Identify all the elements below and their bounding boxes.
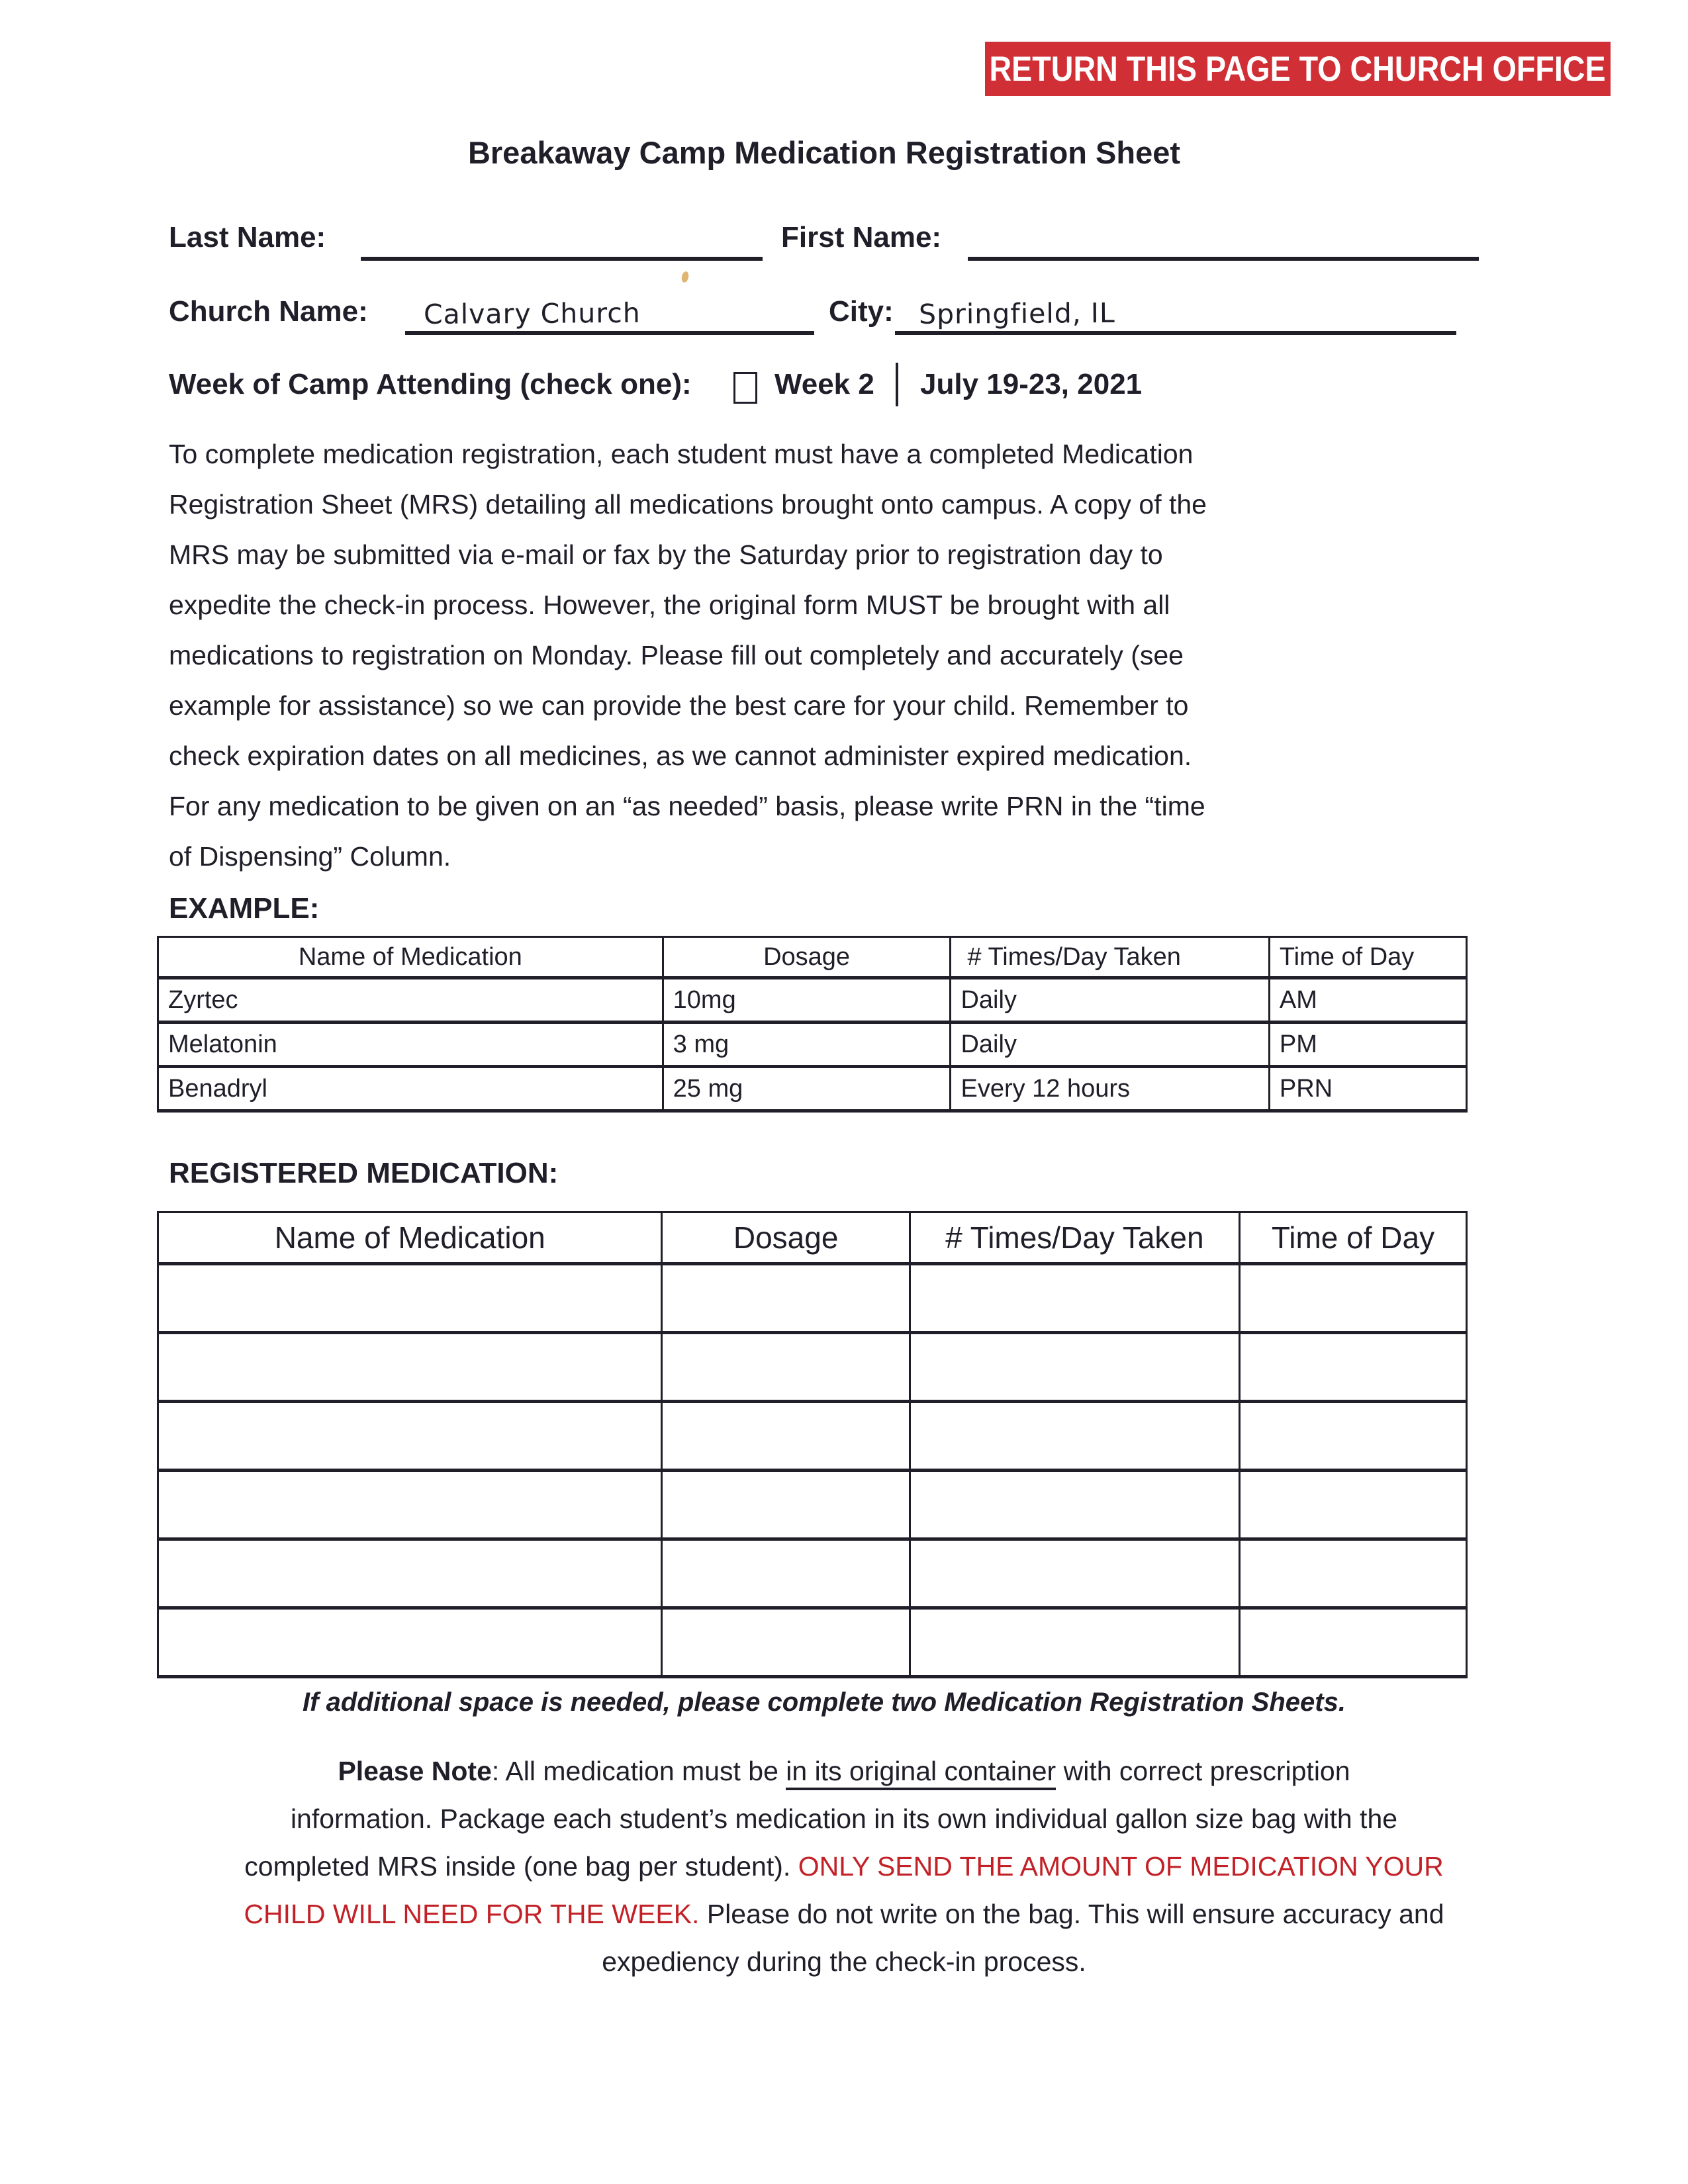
example-table-cell: Benadryl <box>158 1067 663 1111</box>
return-page-banner-label: RETURN THIS PAGE TO CHURCH OFFICE <box>989 49 1607 89</box>
example-header-cell: Dosage <box>663 937 951 978</box>
registered-header-cell: # Times/Day Taken <box>910 1212 1239 1264</box>
church-name-field <box>405 294 814 335</box>
example-table-cell: Daily <box>951 978 1269 1023</box>
note-line <box>86 1890 1602 1938</box>
registered-empty-cell <box>910 1471 1239 1539</box>
intro-line: expedite the check-in process. However, the original form MUST be brought with all <box>169 590 1170 620</box>
note-line <box>86 1747 1602 1795</box>
registered-empty-row <box>158 1471 1467 1539</box>
city-label: City: <box>829 295 894 328</box>
intro-line: medications to registration on Monday. Please fill out completely and accurately (see <box>169 640 1184 670</box>
example-heading: EXAMPLE: <box>169 892 320 925</box>
note-segment: with correct prescription <box>1056 1756 1350 1786</box>
week2-checkbox <box>733 372 757 404</box>
note-line <box>86 1938 1602 1985</box>
registered-empty-cell <box>910 1539 1239 1608</box>
example-table-cell: Daily <box>951 1023 1269 1067</box>
please-note-paragraph <box>86 1747 1602 1985</box>
last-name-field <box>361 220 763 261</box>
scan-speck-artifact <box>680 271 689 283</box>
registered-empty-cell <box>158 1264 662 1333</box>
registered-empty-cell <box>662 1402 910 1471</box>
intro-line: of Dispensing” Column. <box>169 841 451 872</box>
example-table-row <box>158 1023 1467 1067</box>
registered-empty-cell <box>1240 1333 1467 1402</box>
registered-empty-row <box>158 1333 1467 1402</box>
registered-empty-cell <box>158 1333 662 1402</box>
additional-space-note: If additional space is needed, please complete two Medication Registration Sheets. <box>303 1688 1346 1717</box>
last-name-label: Last Name: <box>169 221 326 253</box>
first-name-label: First Name: <box>781 221 942 253</box>
note-line <box>86 1843 1602 1890</box>
city-value: Springfield, IL <box>918 296 1115 330</box>
registered-empty-cell <box>662 1333 910 1402</box>
intro-paragraph <box>169 429 1519 882</box>
registered-table-body <box>158 1264 1467 1677</box>
example-table-cell: Zyrtec <box>158 978 663 1023</box>
registered-empty-cell <box>662 1264 910 1333</box>
registered-empty-cell <box>1240 1608 1467 1677</box>
intro-line: For any medication to be given on an “as needed” basis, please write PRN in the “time <box>169 791 1205 821</box>
registered-empty-cell <box>662 1608 910 1677</box>
intro-line: example for assistance) so we can provide the best care for your child. Remember to <box>169 690 1189 721</box>
note-line <box>86 1795 1602 1843</box>
registered-header-cell: Time of Day <box>1240 1212 1467 1264</box>
example-table-row <box>158 1067 1467 1111</box>
example-table-cell: Melatonin <box>158 1023 663 1067</box>
example-header-cell: Name of Medication <box>158 937 663 978</box>
note-segment: completed MRS inside (one bag per student). <box>244 1851 798 1882</box>
registered-empty-row <box>158 1264 1467 1333</box>
week-dates-label: July 19-23, 2021 <box>920 368 1143 400</box>
intro-line: MRS may be submitted via e-mail or fax by the Saturday prior to registration day to <box>169 539 1163 570</box>
church-name-value: Calvary Church <box>423 296 641 331</box>
registered-empty-cell <box>662 1539 910 1608</box>
week-separator-bar <box>896 363 898 406</box>
first-name-field <box>968 220 1479 261</box>
registered-medication-table <box>157 1211 1468 1678</box>
registered-empty-cell <box>910 1608 1239 1677</box>
registered-empty-cell <box>158 1608 662 1677</box>
registered-empty-cell <box>910 1264 1239 1333</box>
example-table-body <box>158 978 1467 1111</box>
registered-empty-cell <box>1240 1264 1467 1333</box>
example-table-header <box>158 937 1467 978</box>
city-field <box>895 294 1456 335</box>
note-segment: Please do not write on the bag. This will ensure accuracy and <box>699 1899 1444 1929</box>
registered-header-cell: Dosage <box>662 1212 910 1264</box>
registered-empty-row <box>158 1402 1467 1471</box>
registered-empty-cell <box>910 1333 1239 1402</box>
example-table-cell: 3 mg <box>663 1023 951 1067</box>
note-segment: in its original container <box>786 1756 1056 1790</box>
registered-empty-row <box>158 1539 1467 1608</box>
example-table-cell: 25 mg <box>663 1067 951 1111</box>
note-segment: information. Package each student’s medication in its own individual gallon size bag with the <box>290 1803 1398 1834</box>
registered-empty-cell <box>1240 1539 1467 1608</box>
intro-line: Registration Sheet (MRS) detailing all medications brought onto campus. A copy of the <box>169 489 1207 520</box>
registered-empty-cell <box>910 1402 1239 1471</box>
return-page-banner <box>985 42 1611 96</box>
example-table-cell: AM <box>1269 978 1466 1023</box>
registered-empty-cell <box>1240 1471 1467 1539</box>
example-table <box>157 936 1468 1113</box>
page-title: Breakaway Camp Medication Registration Sheet <box>467 135 1181 170</box>
registered-medication-heading: REGISTERED MEDICATION: <box>169 1157 559 1189</box>
week-of-camp-label: Week of Camp Attending (check one): <box>169 368 692 400</box>
example-table-cell: Every 12 hours <box>951 1067 1269 1111</box>
example-table-row <box>158 978 1467 1023</box>
registered-empty-cell <box>158 1402 662 1471</box>
note-segment: Please Note <box>338 1756 492 1786</box>
intro-line: check expiration dates on all medicines, as we cannot administer expired medication. <box>169 741 1192 771</box>
example-table-cell: 10mg <box>663 978 951 1023</box>
registered-empty-cell <box>158 1539 662 1608</box>
registered-table-header <box>158 1212 1467 1264</box>
registered-empty-cell <box>662 1471 910 1539</box>
church-name-label: Church Name: <box>169 295 368 328</box>
example-table-cell: PM <box>1269 1023 1466 1067</box>
example-table-cell: PRN <box>1269 1067 1466 1111</box>
note-segment: ONLY SEND THE AMOUNT OF MEDICATION YOUR <box>798 1851 1444 1882</box>
registered-header-cell: Name of Medication <box>158 1212 662 1264</box>
week2-option-label: Week 2 <box>774 368 874 400</box>
example-header-cell: Time of Day <box>1269 937 1466 978</box>
example-header-cell: # Times/Day Taken <box>951 937 1269 978</box>
note-segment: expediency during the check-in process. <box>602 1946 1086 1977</box>
note-segment: : All medication must be <box>491 1756 786 1786</box>
note-segment: CHILD WILL NEED FOR THE WEEK. <box>244 1899 700 1929</box>
intro-line: To complete medication registration, each student must have a completed Medication <box>169 439 1194 469</box>
registered-empty-cell <box>158 1471 662 1539</box>
registered-empty-cell <box>1240 1402 1467 1471</box>
registered-empty-row <box>158 1608 1467 1677</box>
